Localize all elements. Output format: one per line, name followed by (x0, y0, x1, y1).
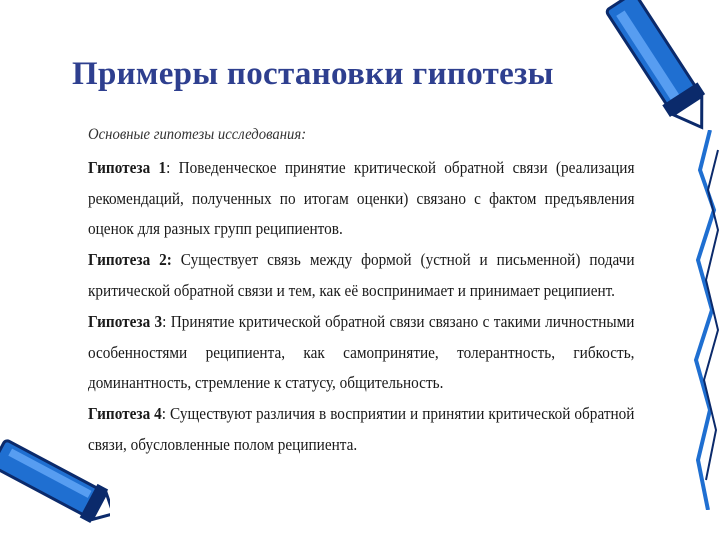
hypothesis-1 (88, 153, 634, 245)
hypothesis-separator: : (162, 311, 167, 331)
marker-pen-icon (600, 0, 720, 130)
hypothesis-label: Гипотеза 1 (88, 157, 167, 177)
hypothesis-4 (88, 399, 634, 461)
hypothesis-text: Принятие критической обратной связи связано с такими личностными особенностями реципиента, как самопринятие, толерантность, гибкость, доминантность, стремление к статусу, общительность. (88, 311, 635, 393)
slide-title: Примеры постановки гипотезы (72, 56, 554, 92)
hypothesis-label: Гипотеза 3 (88, 311, 163, 331)
hypothesis-separator: : (161, 404, 167, 424)
page-edge-decoration (680, 130, 720, 510)
hypothesis-separator: : (166, 157, 171, 177)
hypothesis-label: Гипотеза 4 (88, 404, 162, 424)
hypothesis-3 (88, 307, 634, 399)
hypothesis-text: Поведенческое принятие критической обратной связи (реализация рекомендаций, полученных по итогам оценки) связано с фактом предъявления оценок для разных групп реципиентов. (88, 157, 635, 239)
hypothesis-label: Гипотеза 2: (88, 250, 172, 270)
hypothesis-text: Существуют различия в восприятии и принятии критической обратной связи, обусловленные полом реципиента. (88, 404, 635, 454)
hypothesis-text: Существует связь между формой (устной и письменной) подачи критической обратной связи и тем, как её воспринимает и принимает реципиент. (88, 250, 635, 300)
hypothesis-2 (88, 245, 634, 307)
document-intro: Основные гипотезы исследования: (88, 126, 307, 143)
document-excerpt (88, 120, 634, 461)
